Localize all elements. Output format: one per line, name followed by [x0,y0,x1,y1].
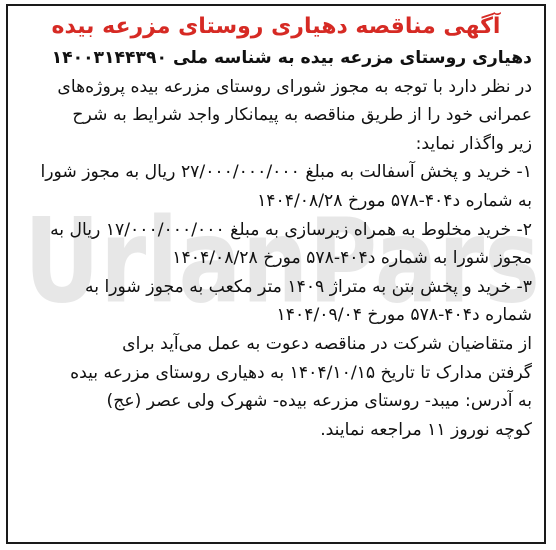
notice-line-6: به شماره د۴۰۴-۵۷۸ مورخ ۱۴۰۴/۰۸/۲۸ [257,190,532,211]
notice-line-3: عمرانی خود را از طریق مناقصه به پیمانکار واجد شرایط به شرح [72,105,532,126]
notice-line-14: کوچه نوروز ۱۱ مراجعه نمایند. [320,419,532,440]
notice-line-1: دهیاری روستای مزرعه بیده به شناسه ملی ۱۴۰۰۳۱۴۴۳۹۰ [51,48,532,68]
notice-content [8,6,544,542]
notice-line-12: گرفتن مدارک تا تاریخ ۱۴۰۴/۱۰/۱۵ به دهیاری روستای مزرعه بیده [70,362,532,383]
notice-line-4: زیر واگذار نماید: [415,133,532,154]
notice-line-9: ۳- خرید و پخش بتن به متراژ ۱۴۰۹ متر مکعب به مجوز شورا به [85,276,532,297]
notice-line-11: از متقاضیان شرکت در مناقصه دعوت به عمل می‌آید برای [122,333,532,354]
notice-line-7: ۲- خرید مخلوط به همراه زیرسازی به مبلغ ۱۷/۰۰۰/۰۰۰/۰۰۰ ریال به [50,219,532,240]
notice-line-8: مجوز شورا به شماره د۴۰۴-۵۷۸ مورخ ۱۴۰۴/۰۸/۲۸ [172,248,532,269]
watermark-text: UrlanPars [23,192,541,330]
notice-line-5: ۱- خرید و پخش آسفالت به مبلغ ۲۷/۰۰۰/۰۰۰/۰۰۰ ریال به مجوز شورا [40,162,532,183]
notice-box [6,4,546,544]
notice-line-2: در نظر دارد با توجه به مجوز شورای روستای مزرعه بیده پروژه‌های [57,76,532,97]
notice-title: آگهی مناقصه دهیاری روستای مزرعه بیده [51,14,501,39]
notice-line-13: به آدرس: میبد- روستای مزرعه بیده- شهرک ولی عصر (عج) [106,391,532,412]
notice-line-10: شماره د۴۰۴-۵۷۸ مورخ ۱۴۰۴/۰۹/۰۴ [276,305,532,326]
